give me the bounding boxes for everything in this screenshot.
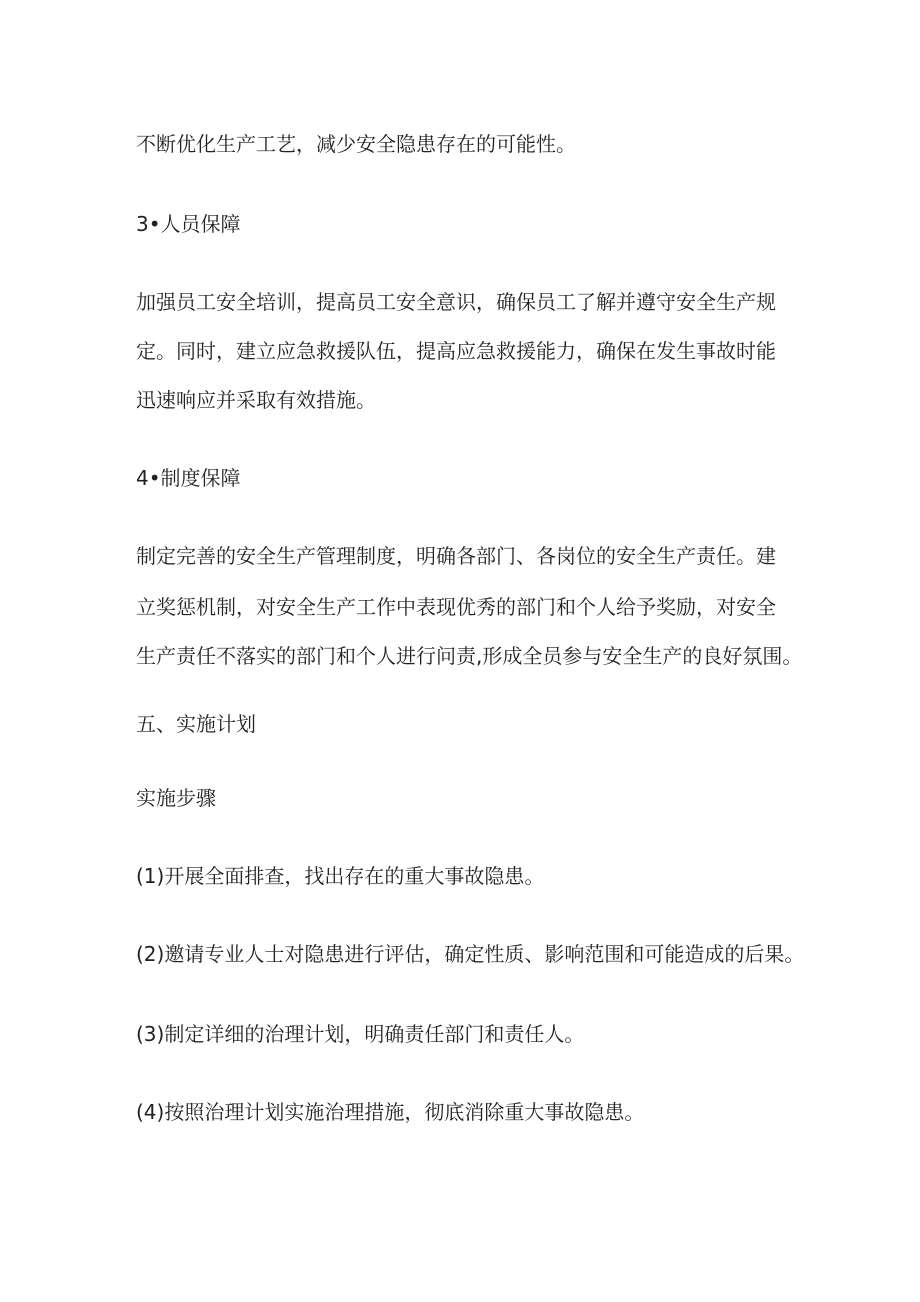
- paragraph-line: 定。同时，建立应急救援队伍，提高应急救援能力，确保在发生事故时能: [136, 339, 776, 363]
- step-item: (1)开展全面排查，找出存在的重大事故隐患。: [136, 864, 545, 888]
- section-heading-system: 4•制度保障: [136, 466, 241, 490]
- paragraph-line: 立奖惩机制，对安全生产工作中表现优秀的部门和个人给予奖励，对安全: [136, 595, 776, 619]
- subheading-steps: 实施步骤: [136, 786, 216, 810]
- step-item: (4)按照治理计划实施治理措施，彻底消除重大事故隐患。: [136, 1100, 645, 1124]
- step-item: (3)制定详细的治理计划，明确责任部门和责任人。: [136, 1022, 585, 1046]
- step-item: (2)邀请专业人士对隐患进行评估，确定性质、影响范围和可能造成的后果。: [136, 942, 805, 966]
- section-heading-implementation: 五、实施计划: [136, 712, 256, 736]
- paragraph-line: 不断优化生产工艺，减少安全隐患存在的可能性。: [136, 132, 576, 156]
- section-heading-personnel: 3•人员保障: [136, 212, 241, 236]
- paragraph-line: 生产责任不落实的部门和个人进行问责,形成全员参与安全生产的良好氛围。: [136, 644, 803, 668]
- paragraph-line: 加强员工安全培训，提高员工安全意识，确保员工了解并遵守安全生产规: [136, 290, 776, 314]
- paragraph-line: 迅速响应并采取有效措施。: [136, 388, 376, 412]
- paragraph-line: 制定完善的安全生产管理制度，明确各部门、各岗位的安全生产责任。建: [136, 544, 776, 568]
